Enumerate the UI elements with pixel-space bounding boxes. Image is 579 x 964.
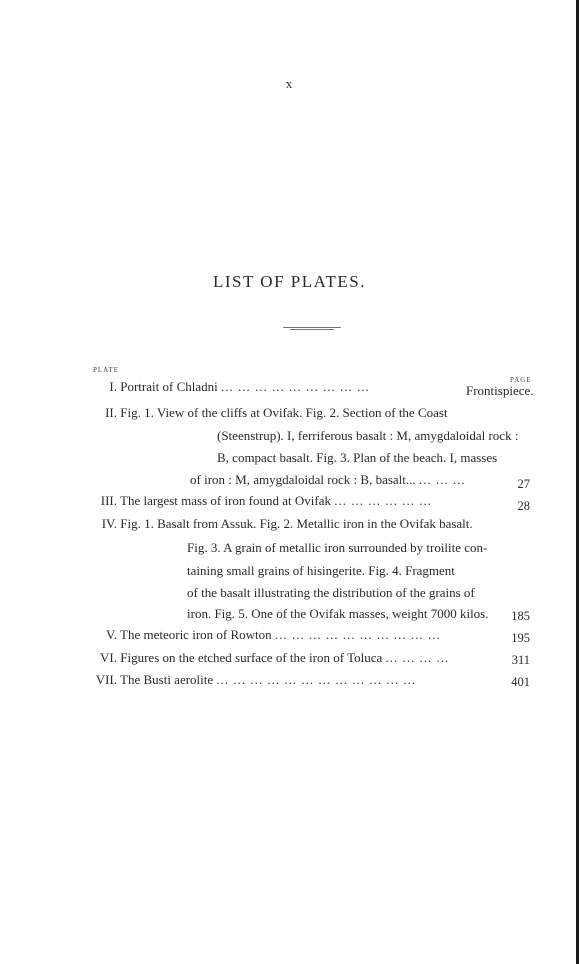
plate-page: 401 [511,675,530,689]
plate-column-header: PLATE [93,366,119,374]
plate-description: Fig. 1. View of the cliffs at Ovifak. Fig. 2. Section of the Coast [120,405,448,420]
plate-description-line: (Steenstrup). I, ferriferous basalt : M, amygdaloidal rock : [217,428,519,443]
plate-description-line: Fig. 3. A grain of metallic iron surrounded by troilite con- [187,540,488,555]
plate-entry-6 [90,650,449,666]
plate-description-line: B, compact basalt. Fig. 3. Plan of the beach. I, masses [217,450,498,465]
plate-number: III. [100,493,117,508]
plate-description: The meteoric iron of Rowton [120,627,272,642]
plate-description-line: of the basalt illustrating the distribution of the grains of [187,585,475,600]
plate-description-line: iron. Fig. 5. One of the Ovifak masses, weight 7000 kilos. [187,606,489,621]
plate-number: V. [106,627,117,642]
plate-description: The largest mass of iron found at Ovifak [120,493,331,508]
plate-number: VI. [100,650,117,665]
plate-description: The Busti aerolite [120,672,214,687]
plate-page: 311 [511,653,530,667]
plate-description-line: of iron : M, amygdaloidal rock : B, basalt... ... ... ... [190,472,466,487]
plate-number: VII. [95,672,117,687]
plate-description: Portrait of Chladni [120,379,218,394]
plate-description: Fig. 1. Basalt from Assuk. Fig. 2. Metallic iron in the Ovifak basalt. [120,516,473,531]
plate-description: Figures on the etched surface of the iron of Toluca [120,650,383,665]
plate-entry-7 [90,672,416,688]
page-folio: x [285,76,294,91]
plate-number: II. [105,405,117,420]
plate-description-line: taining small grains of hisingerite. Fig. 4. Fragment [187,563,455,578]
leader-dots: ... ... ... ... [385,650,450,665]
page-column-header: PAGE [510,376,532,384]
plate-page: 185 [511,609,530,623]
plate-page: Frontispiece. [466,383,534,398]
plate-page: 27 [517,477,530,491]
leader-dots: ... ... ... ... ... ... ... ... ... ... [274,627,441,642]
plate-page: 28 [517,499,530,513]
plate-entry-1 [97,379,370,395]
leader-dots: ... ... ... ... ... ... [334,493,432,508]
plate-entry-5 [90,627,441,643]
plate-page: 195 [511,631,530,645]
plate-number: IV. [101,516,117,531]
plate-entry-3 [90,493,432,509]
leader-dots: ... ... ... ... ... ... ... ... ... ... ... ... [216,672,417,687]
plate-entry-2 [97,405,448,421]
leader-dots: ... ... ... ... ... ... ... ... ... [221,379,370,394]
page-title: LIST OF PLATES. [212,272,366,291]
plate-entry-4 [90,516,473,532]
leader-dots: ... ... ... [418,472,466,487]
plate-number: I. [109,379,117,394]
